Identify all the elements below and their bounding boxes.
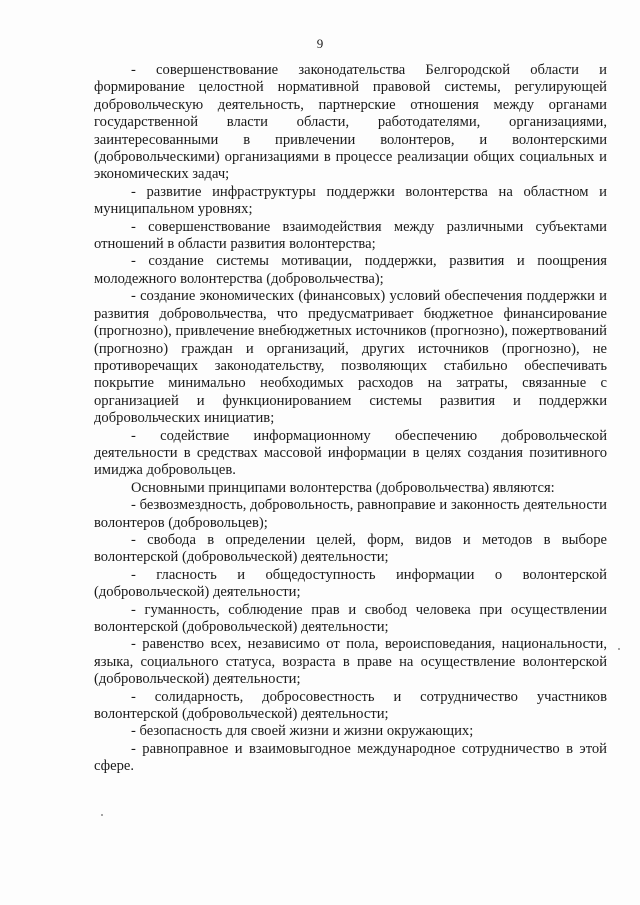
page-number: 9 [316,36,324,51]
paragraph: - свобода в определении целей, форм, видов и методов в выборе волонтерской (добровольческой) деятельности; [94,531,607,566]
paragraph: Основными принципами волонтерства (добровольчества) являются: [131,479,555,496]
document-body [94,62,607,776]
paragraph: - равноправное и взаимовыгодное международное сотрудничество в этой сфере. [94,740,607,775]
paragraph: - совершенствование законодательства Белгородской области и формирование целостной нормативной правовой системы, регулирующей добровольческую деятельность, партнерские отношения между органами государственной власти области, работодателями, организациями, заинтересованными в привлечении волонтеров, и волонтерскими (добровольческими) организациями в процессе реализации общих социальных и экономических задач; [94,62,607,183]
paragraph: - содействие информационному обеспечению добровольческой деятельности в средствах массовой информации в целях создания позитивного имиджа добровольцев. [94,427,607,479]
paragraph: - безвозмездность, добровольность, равноправие и законность деятельности волонтеров (добровольцев); [94,497,607,531]
scan-artifact [101,814,103,816]
paragraph: - гуманность, соблюдение прав и свобод человека при осуществлении волонтерской (добровольческой) деятельности; [94,601,607,635]
paragraph: - гласность и общедоступность информации о волонтерской (добровольческой) деятельности; [94,566,607,601]
paragraph: - развитие инфраструктуры поддержки волонтерства на областном и муниципальном уровнях; [94,183,607,218]
paragraph: - равенство всех, независимо от пола, вероисповедания, национальности, языка, социального статуса, возраста в праве на осуществление волонтерской (добровольческой) деятельности; [94,636,607,688]
paragraph: - создание экономических (финансовых) условий обеспечения поддержки и развития добровольчества, что предусматривает бюджетное финансирование (прогнозно), привлечение внебюджетных источников (прогнозно), пожертвований (прогнозно) граждан и организаций, других источников (прогнозно), не противоречащих законодательству, позволяющих стабильно обеспечивать покрытие минимально необходимых расходов на затраты, связанные с организацией и функционированием системы развития и поддержки добровольческих инициатив; [94,288,607,427]
scan-artifact [618,648,620,650]
paragraph: - безопасность для своей жизни и жизни окружающих; [131,723,474,740]
paragraph: - создание системы мотивации, поддержки, развития и поощрения молодежного волонтерства (добровольчества); [94,253,607,287]
paragraph: - совершенствование взаимодействия между различными субъектами отношений в области развития волонтерства; [94,218,607,253]
paragraph: - солидарность, добросовестность и сотрудничество участников волонтерской (добровольческой) деятельности; [94,688,607,723]
